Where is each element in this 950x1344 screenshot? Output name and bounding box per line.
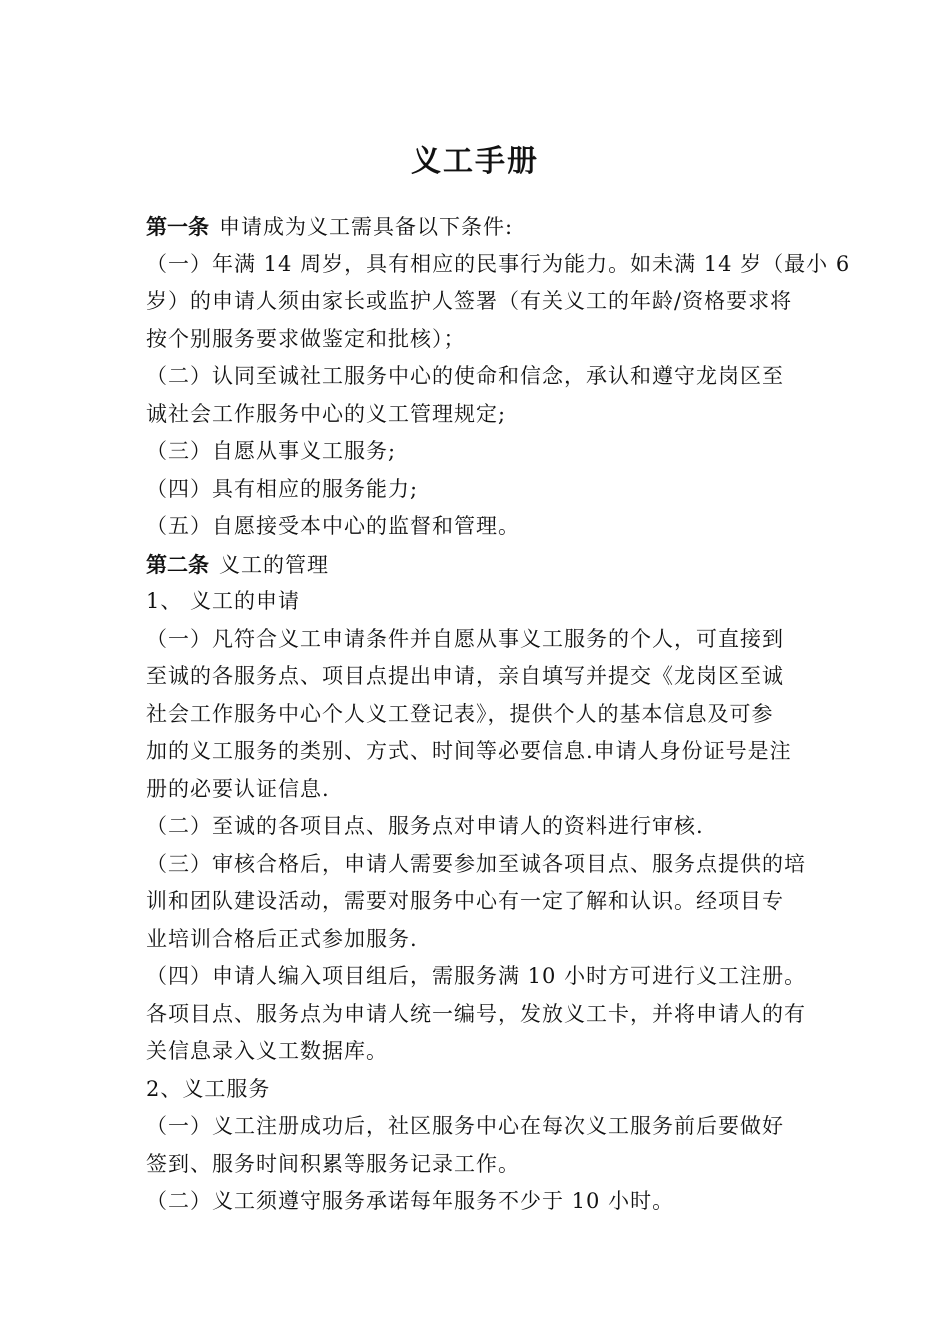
line-text: 各项目点、服务点为申请人统一编号，发放义工卡，并将申请人的有 (146, 1001, 806, 1026)
text-line (146, 1183, 816, 1221)
text-line (146, 996, 816, 1034)
line-text: 业培训合格后正式参加服务. (146, 926, 418, 951)
text-line (146, 621, 816, 659)
text-line (146, 321, 816, 359)
text-line (146, 583, 816, 621)
line-text: （四）申请人编入项目组后，需服务满 10 小时方可进行义工注册。 (146, 964, 807, 988)
line-text: （二）认同至诚社工服务中心的使命和信念，承认和遵守龙岗区至 (146, 364, 784, 388)
text-line (146, 846, 816, 884)
text-line (146, 1108, 816, 1146)
line-text: （四）具有相应的服务能力; (146, 476, 419, 501)
line-text: （二）义工须遵守服务承诺每年服务不少于 10 小时。 (146, 1189, 675, 1213)
line-text: 至诚的各服务点、项目点提出申请，亲自填写并提交《龙岗区至诚 (146, 664, 784, 688)
text-line (146, 921, 816, 959)
line-text: 按个别服务要求做鉴定和批核）； (146, 326, 466, 351)
text-line (146, 358, 816, 396)
text-line (146, 733, 816, 771)
text-line (146, 808, 816, 846)
line-text: 训和团队建设活动，需要对服务中心有一定了解和认识。经项目专 (146, 889, 784, 913)
text-line (146, 1033, 816, 1071)
line-text: 签到、服务时间积累等服务记录工作。 (146, 1151, 520, 1176)
line-text: （三）审核合格后，申请人需要参加至诚各项目点、服务点提供的培 (146, 851, 806, 876)
text-line (146, 958, 816, 996)
line-text: 1、 义工的申请 (146, 589, 301, 613)
document-title: 义工手册 (411, 144, 539, 179)
line-text: 社会工作服务中心个人义工登记表》，提供个人的基本信息及可参 (146, 701, 774, 726)
text-line (146, 1071, 816, 1109)
article-heading-line (146, 208, 816, 246)
line-text: 关信息录入义工数据库。 (146, 1039, 388, 1063)
line-text: 加的义工服务的类别、方式、时间等必要信息.申请人身份证号是注 (146, 739, 792, 763)
article-heading-line (146, 546, 816, 584)
line-text: 诚社会工作服务中心的义工管理规定; (146, 401, 507, 426)
line-text: （一）义工注册成功后，社区服务中心在每次义工服务前后要做好 (146, 1114, 784, 1138)
line-text: （一）年满 14 周岁，具有相应的民事行为能力。如未满 14 岁（最小 6 (146, 251, 851, 276)
text-line (146, 246, 851, 284)
line-text: 申请成为义工需具备以下条件: (219, 215, 514, 239)
text-line (146, 471, 816, 509)
text-line (146, 1146, 816, 1184)
line-text: （五）自愿接受本中心的监督和管理。 (146, 514, 520, 538)
text-line (146, 508, 816, 546)
article-label: 第二条 (146, 551, 209, 577)
text-line (146, 433, 816, 471)
line-text: （三）自愿从事义工服务; (146, 439, 397, 463)
line-text: 册的必要认证信息. (146, 776, 330, 801)
line-text: 2、义工服务 (146, 1076, 271, 1101)
text-line (146, 883, 816, 921)
line-text: 义工的管理 (219, 552, 329, 577)
text-line (146, 396, 816, 434)
text-line (146, 283, 816, 321)
text-line (146, 771, 816, 809)
text-line (146, 658, 816, 696)
document-body (146, 208, 851, 1221)
article-label: 第一条 (146, 214, 209, 239)
line-text: 岁）的申请人须由家长或监护人签署（有关义工的年龄/资格要求将 (146, 289, 793, 313)
line-text: （一）凡符合义工申请条件并自愿从事义工服务的个人，可直接到 (146, 626, 784, 651)
line-text: （二）至诚的各项目点、服务点对申请人的资料进行审核. (146, 814, 704, 838)
text-line (146, 696, 816, 734)
